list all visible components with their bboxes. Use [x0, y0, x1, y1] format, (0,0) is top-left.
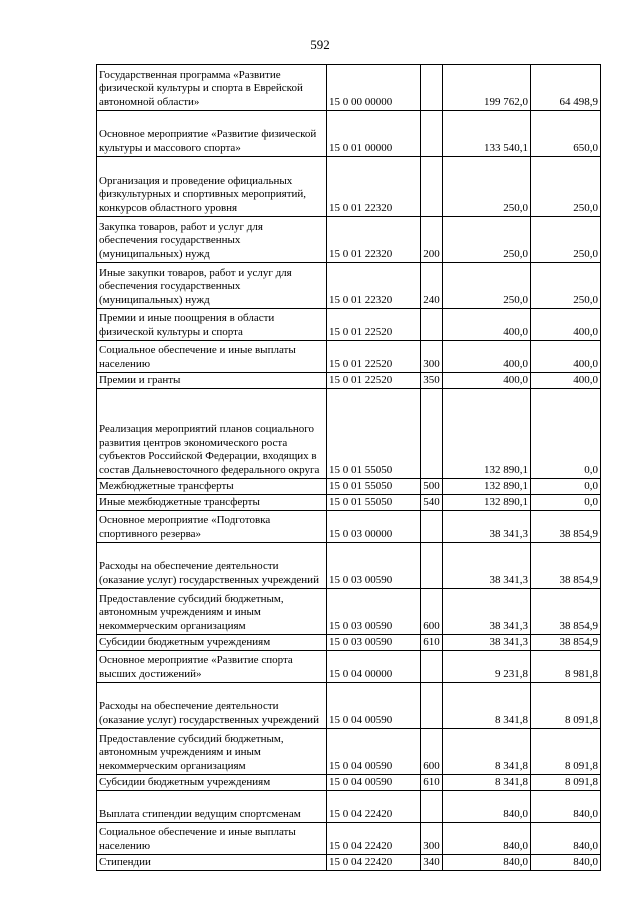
row-name: Выплата стипендии ведущим спортсменам — [97, 791, 327, 823]
row-value-2: 0,0 — [531, 389, 601, 479]
row-expense-type: 540 — [421, 495, 443, 511]
table-row — [97, 589, 601, 635]
row-expense-type — [421, 543, 443, 589]
row-value-1: 38 341,3 — [443, 543, 531, 589]
row-expense-type — [421, 111, 443, 157]
row-code: 15 0 01 22520 — [327, 373, 421, 389]
row-name: Иные закупки товаров, работ и услуг для обеспечения государственных (муниципальных) нужд — [97, 263, 327, 309]
row-value-2: 38 854,9 — [531, 543, 601, 589]
row-name: Социальное обеспечение и иные выплаты населению — [97, 823, 327, 855]
row-value-2: 38 854,9 — [531, 511, 601, 543]
row-value-2: 8 981,8 — [531, 651, 601, 683]
row-value-1: 8 341,8 — [443, 683, 531, 729]
budget-table — [96, 64, 601, 871]
row-expense-type: 610 — [421, 775, 443, 791]
row-name: Закупка товаров, работ и услуг для обеспечения государственных (муниципальных) нужд — [97, 217, 327, 263]
table-row — [97, 341, 601, 373]
table-row — [97, 157, 601, 217]
row-name: Премии и гранты — [97, 373, 327, 389]
row-value-1: 840,0 — [443, 791, 531, 823]
row-value-1: 132 890,1 — [443, 495, 531, 511]
row-name: Предоставление субсидий бюджетным, автономным учреждениям и иным некоммерческим организациям — [97, 729, 327, 775]
row-name: Социальное обеспечение и иные выплаты населению — [97, 341, 327, 373]
row-value-2: 8 091,8 — [531, 775, 601, 791]
row-value-1: 250,0 — [443, 217, 531, 263]
table-row — [97, 111, 601, 157]
table-row — [97, 65, 601, 111]
table-row — [97, 309, 601, 341]
row-expense-type: 350 — [421, 373, 443, 389]
row-expense-type: 500 — [421, 479, 443, 495]
row-name: Основное мероприятие «Развитие спорта высших достижений» — [97, 651, 327, 683]
row-value-2: 0,0 — [531, 479, 601, 495]
row-value-1: 840,0 — [443, 823, 531, 855]
table-row — [97, 479, 601, 495]
row-name: Реализация мероприятий планов социального развития центров экономического роста субъектов Российской Федерации, входящих в состав Дальневосточного федерального округа — [97, 389, 327, 479]
row-value-2: 840,0 — [531, 855, 601, 871]
row-value-2: 400,0 — [531, 309, 601, 341]
table-row — [97, 511, 601, 543]
row-code: 15 0 04 00590 — [327, 729, 421, 775]
row-value-1: 132 890,1 — [443, 479, 531, 495]
row-expense-type — [421, 309, 443, 341]
row-expense-type: 240 — [421, 263, 443, 309]
row-code: 15 0 01 55050 — [327, 389, 421, 479]
row-value-2: 400,0 — [531, 373, 601, 389]
row-value-2: 250,0 — [531, 217, 601, 263]
row-value-2: 38 854,9 — [531, 589, 601, 635]
row-expense-type — [421, 157, 443, 217]
table-row — [97, 495, 601, 511]
table-row — [97, 775, 601, 791]
row-code: 15 0 03 00000 — [327, 511, 421, 543]
table-row — [97, 651, 601, 683]
row-code: 15 0 03 00590 — [327, 635, 421, 651]
table-row — [97, 635, 601, 651]
row-expense-type: 600 — [421, 729, 443, 775]
row-value-2: 8 091,8 — [531, 683, 601, 729]
row-value-2: 650,0 — [531, 111, 601, 157]
table-row — [97, 373, 601, 389]
table-row — [97, 729, 601, 775]
row-name: Предоставление субсидий бюджетным, автономным учреждениям и иным некоммерческим организациям — [97, 589, 327, 635]
row-name: Премии и иные поощрения в области физической культуры и спорта — [97, 309, 327, 341]
row-value-2: 250,0 — [531, 157, 601, 217]
row-value-2: 38 854,9 — [531, 635, 601, 651]
table-row — [97, 217, 601, 263]
row-name: Межбюджетные трансферты — [97, 479, 327, 495]
row-value-1: 8 341,8 — [443, 775, 531, 791]
row-name: Субсидии бюджетным учреждениям — [97, 635, 327, 651]
row-expense-type — [421, 65, 443, 111]
row-name: Субсидии бюджетным учреждениям — [97, 775, 327, 791]
row-name: Основное мероприятие «Развитие физической культуры и массового спорта» — [97, 111, 327, 157]
table-row — [97, 263, 601, 309]
row-code: 15 0 01 22520 — [327, 341, 421, 373]
row-value-2: 400,0 — [531, 341, 601, 373]
row-name: Государственная программа «Развитие физической культуры и спорта в Еврейской автономной области» — [97, 65, 327, 111]
row-value-2: 840,0 — [531, 823, 601, 855]
row-value-1: 38 341,3 — [443, 511, 531, 543]
row-expense-type: 610 — [421, 635, 443, 651]
row-name: Организация и проведение официальных физкультурных и спортивных мероприятий, конкурсов областного уровня — [97, 157, 327, 217]
row-code: 15 0 04 22420 — [327, 791, 421, 823]
row-value-1: 250,0 — [443, 157, 531, 217]
row-value-2: 0,0 — [531, 495, 601, 511]
table-row — [97, 389, 601, 479]
row-code: 15 0 03 00590 — [327, 543, 421, 589]
row-value-1: 400,0 — [443, 309, 531, 341]
row-code: 15 0 01 55050 — [327, 479, 421, 495]
row-code: 15 0 01 22320 — [327, 157, 421, 217]
row-value-2: 250,0 — [531, 263, 601, 309]
row-name: Иные межбюджетные трансферты — [97, 495, 327, 511]
row-code: 15 0 04 00590 — [327, 775, 421, 791]
row-name: Основное мероприятие «Подготовка спортивного резерва» — [97, 511, 327, 543]
row-value-1: 8 341,8 — [443, 729, 531, 775]
row-code: 15 0 01 22320 — [327, 217, 421, 263]
row-value-1: 38 341,3 — [443, 635, 531, 651]
row-code: 15 0 04 00000 — [327, 651, 421, 683]
row-code: 15 0 03 00590 — [327, 589, 421, 635]
row-value-1: 38 341,3 — [443, 589, 531, 635]
row-code: 15 0 01 22320 — [327, 263, 421, 309]
row-value-1: 400,0 — [443, 373, 531, 389]
row-code: 15 0 01 55050 — [327, 495, 421, 511]
row-expense-type: 300 — [421, 341, 443, 373]
table-row — [97, 543, 601, 589]
page-number: 592 — [310, 37, 330, 52]
row-value-1: 9 231,8 — [443, 651, 531, 683]
row-value-2: 64 498,9 — [531, 65, 601, 111]
row-expense-type: 300 — [421, 823, 443, 855]
row-value-2: 8 091,8 — [531, 729, 601, 775]
row-value-1: 400,0 — [443, 341, 531, 373]
row-expense-type — [421, 791, 443, 823]
row-name: Расходы на обеспечение деятельности (оказание услуг) государственных учреждений — [97, 543, 327, 589]
row-code: 15 0 04 22420 — [327, 823, 421, 855]
row-code: 15 0 01 00000 — [327, 111, 421, 157]
budget-table-body — [97, 65, 601, 871]
table-row — [97, 791, 601, 823]
row-value-1: 199 762,0 — [443, 65, 531, 111]
row-expense-type: 600 — [421, 589, 443, 635]
row-value-1: 132 890,1 — [443, 389, 531, 479]
row-expense-type: 340 — [421, 855, 443, 871]
row-value-1: 250,0 — [443, 263, 531, 309]
row-name: Расходы на обеспечение деятельности (оказание услуг) государственных учреждений — [97, 683, 327, 729]
table-row — [97, 683, 601, 729]
row-expense-type — [421, 683, 443, 729]
table-row — [97, 823, 601, 855]
row-code: 15 0 01 22520 — [327, 309, 421, 341]
row-name: Стипендии — [97, 855, 327, 871]
row-code: 15 0 00 00000 — [327, 65, 421, 111]
row-expense-type — [421, 389, 443, 479]
table-row — [97, 855, 601, 871]
row-value-1: 840,0 — [443, 855, 531, 871]
row-expense-type — [421, 651, 443, 683]
row-value-2: 840,0 — [531, 791, 601, 823]
row-value-1: 133 540,1 — [443, 111, 531, 157]
row-expense-type: 200 — [421, 217, 443, 263]
row-code: 15 0 04 00590 — [327, 683, 421, 729]
row-expense-type — [421, 511, 443, 543]
row-code: 15 0 04 22420 — [327, 855, 421, 871]
